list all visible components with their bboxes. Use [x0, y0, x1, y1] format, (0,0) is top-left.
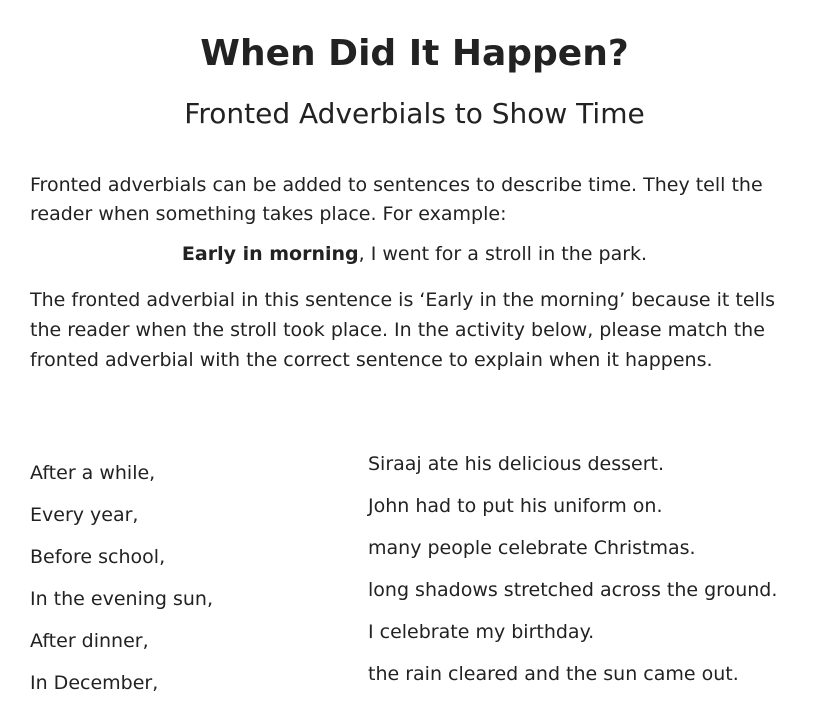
page-subtitle: Fronted Adverbials to Show Time [184, 97, 645, 130]
sentence-item[interactable]: John had to put his uniform on. [368, 495, 663, 517]
example-sentence [0, 240, 829, 269]
adverbial-item[interactable]: Every year, [30, 504, 139, 526]
sentence-item[interactable]: many people celebrate Christmas. [368, 537, 696, 559]
adverbial-item[interactable]: In December, [30, 672, 159, 694]
adverbial-item[interactable]: Before school, [30, 546, 166, 568]
sentence-item[interactable]: the rain cleared and the sun came out. [368, 663, 739, 685]
example-fronted-adverbial: Early in morning [181, 243, 359, 265]
sentence-item[interactable]: long shadows stretched across the ground. [368, 579, 778, 601]
adverbial-list [30, 452, 213, 704]
intro-paragraph: Fronted adverbials can be added to sentences to describe time. They tell the reader when something takes place. For example: [30, 174, 763, 225]
example-main-clause: , I went for a stroll in the park. [358, 243, 648, 265]
page-title: When Did It Happen? [200, 33, 629, 74]
sentence-item[interactable]: I celebrate my birthday. [368, 621, 595, 643]
adverbial-item[interactable]: In the evening sun, [30, 588, 214, 610]
adverbial-item[interactable]: After dinner, [30, 630, 149, 652]
sentence-item[interactable]: Siraaj ate his delicious dessert. [368, 453, 665, 475]
adverbial-item[interactable]: After a while, [30, 462, 156, 484]
explanation-paragraph: The fronted adverbial in this sentence is ‘Early in the morning’ because it tells the reader when the stroll took place. In the activity below, please match the fronted adverbial with the correct sentence to explain when it happens. [30, 289, 776, 371]
sentence-list [368, 443, 777, 695]
